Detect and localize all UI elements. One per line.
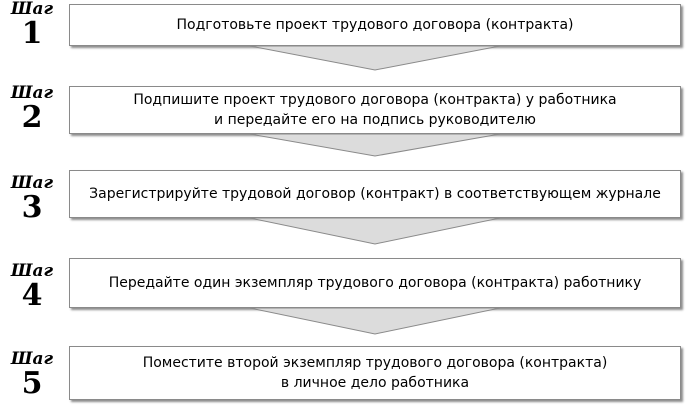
step-5-box: [69, 346, 681, 400]
step-4-text: [109, 273, 642, 293]
step-3-text: [89, 184, 661, 204]
step-2-number: 2: [21, 100, 43, 135]
step-5-text-line-1: Поместите второй экземпляр трудового договора (контракта): [142, 355, 608, 371]
step-2-label: [6, 84, 58, 134]
step-4-text-line-1: Передайте один экземпляр трудового договора (контракта) работнику: [108, 275, 642, 291]
step-5-number: 5: [21, 366, 43, 401]
step-3-text-line-1: Зарегистрируйте трудовой договор (контракт) в соответствующем журнале: [89, 186, 661, 202]
down-arrow-icon: [250, 308, 500, 336]
step-5-text: [143, 353, 608, 393]
step-2-box: [69, 86, 681, 134]
step-2-text-line-1: Подпишите проект трудового договора (контракта) у работника: [133, 92, 617, 108]
step-1-label: [6, 0, 58, 50]
arrow-3-to-4: [250, 218, 500, 246]
step-4-label: [6, 262, 58, 312]
step-1-text-line-1: Подготовьте проект трудового договора (контракта): [176, 17, 574, 33]
step-4-box: [69, 258, 681, 308]
step-2-word: Шаг: [10, 83, 54, 103]
step-5-label: [6, 350, 58, 400]
step-3-label: [6, 174, 58, 224]
down-arrow-icon: [250, 134, 500, 158]
arrow-4-to-5: [250, 308, 500, 336]
step-5-text-line-2: в личное дело работника: [280, 375, 470, 391]
step-1-text: [177, 15, 574, 35]
down-arrow-icon: [250, 46, 500, 72]
step-3-number: 3: [21, 190, 43, 225]
arrow-1-to-2: [250, 46, 500, 72]
step-3-box: [69, 170, 681, 218]
step-2-text-line-2: и передайте его на подпись руководителю: [214, 112, 536, 128]
arrow-2-to-3: [250, 134, 500, 158]
step-1-word: Шаг: [10, 0, 54, 19]
step-3-word: Шаг: [10, 173, 54, 193]
step-2-text: [133, 90, 616, 130]
down-arrow-icon: [250, 218, 500, 246]
step-5-word: Шаг: [10, 349, 54, 369]
step-4-number: 4: [21, 278, 43, 313]
step-1-box: [69, 4, 681, 46]
step-4-word: Шаг: [10, 261, 54, 281]
step-1-number: 1: [21, 16, 43, 51]
